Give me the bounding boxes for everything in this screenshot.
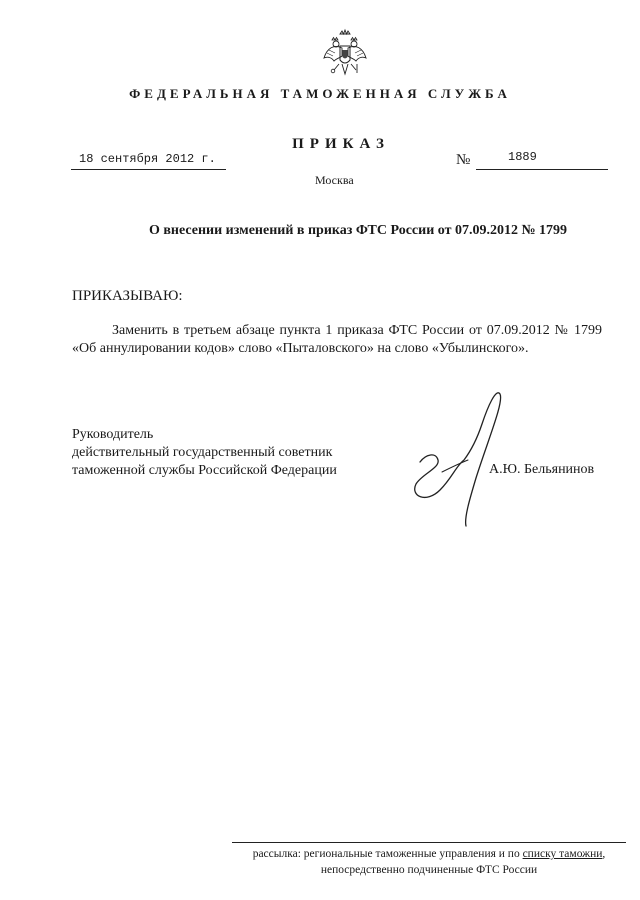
distribution-line-2: непосредственно подчиненные ФТС России <box>320 864 538 876</box>
distribution-suffix: , <box>602 848 606 860</box>
distribution-link[interactable]: списку таможни <box>522 848 603 860</box>
signer-title-line: Руководитель <box>72 427 154 442</box>
document-type: ПРИКАЗ <box>292 136 390 152</box>
document-subject: О внесении изменений в приказ ФТС России от 07.09.2012 № 1799 <box>148 223 568 238</box>
decree-text: Заменить в третьем абзаце пункта 1 приказа ФТС России от 07.09.2012 № 1799 «Об аннулировании кодов» слово «Пыталовского» на слово «Убылинского». <box>72 323 602 356</box>
signer-title-line: таможенной службы Российской Федерации <box>72 463 337 478</box>
distribution-line <box>232 846 626 862</box>
agency-name: ФЕДЕРАЛЬНАЯ ТАМОЖЕННАЯ СЛУЖБА <box>129 86 511 101</box>
distribution-list <box>232 846 626 878</box>
russian-coat-of-arms-icon <box>320 28 370 78</box>
number-label: № <box>456 152 471 168</box>
signer-name: А.Ю. Бельянинов <box>489 462 595 477</box>
document-number: 1889 <box>476 150 608 170</box>
document-date: 18 сентября 2012 г. <box>71 152 226 170</box>
signer-title-line: действительный государственный советник <box>72 445 333 460</box>
signer-title <box>72 426 337 480</box>
distribution-divider <box>232 842 626 843</box>
distribution-prefix: рассылка: региональные таможенные управления и по <box>252 848 523 860</box>
decree-heading: ПРИКАЗЫВАЮ: <box>72 288 183 304</box>
city: Москва <box>315 173 354 187</box>
handwritten-signature <box>392 380 522 530</box>
